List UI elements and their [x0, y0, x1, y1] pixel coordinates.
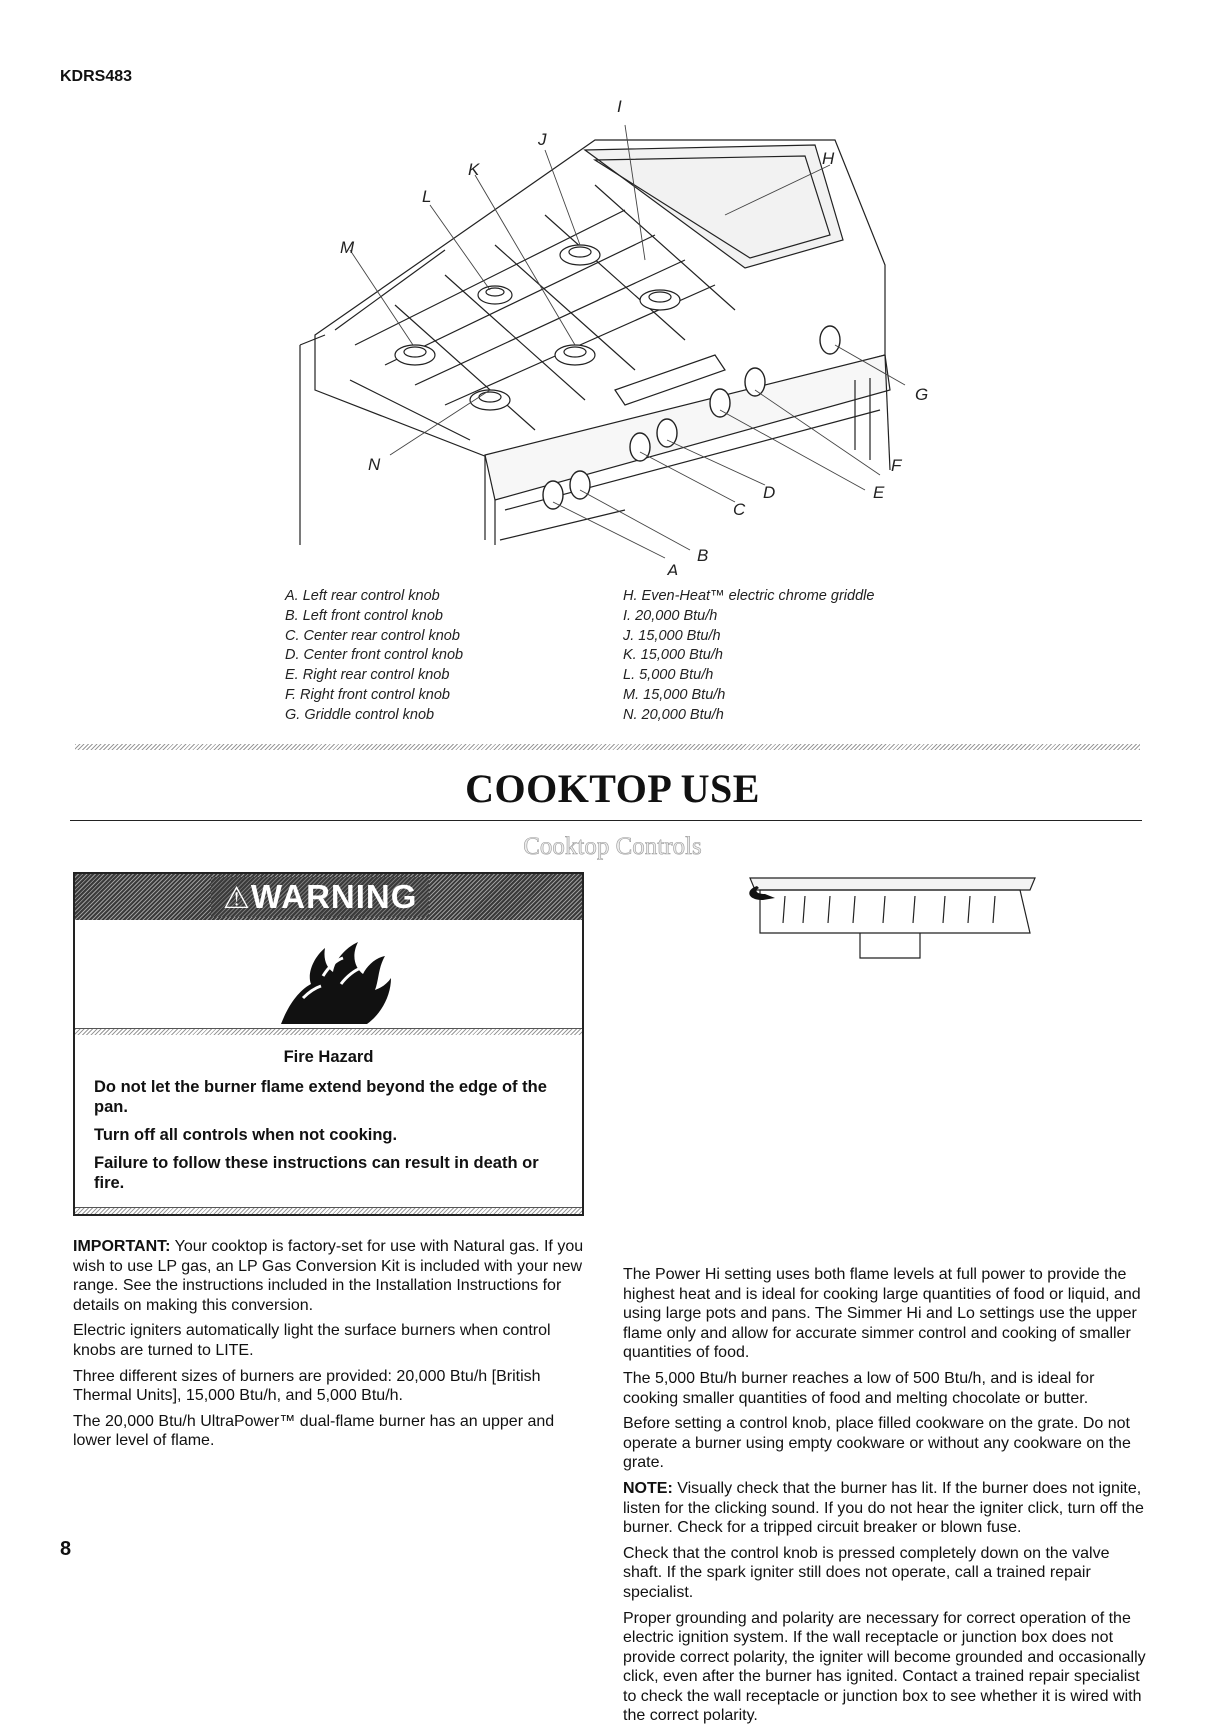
paragraph: Electric igniters automatically light the surface burners when control knobs are turned to LITE. [73, 1322, 551, 1359]
warning-text [94, 1077, 564, 1201]
legend-item: D. Center front control knob [285, 647, 464, 664]
left-column-text [73, 1237, 588, 1457]
section-title: COOKTOP USE [465, 766, 760, 811]
model-number: KDRS483 [60, 68, 133, 85]
legend-item: M. 15,000 Btu/h [623, 686, 726, 703]
callout-d: D [763, 483, 776, 502]
paragraph: The 20,000 Btu/h UltraPower™ dual-flame burner has an upper and lower level of flame. [73, 1412, 555, 1450]
paragraph: Three different sizes of burners are provided: 20,000 Btu/h [British Thermal Units], 15,000 Btu/h, and 5,000 Btu/h. [73, 1367, 541, 1405]
warning-line: Turn off all controls when not cooking. [94, 1126, 398, 1144]
legend-item: J. 15,000 Btu/h [623, 627, 721, 644]
warning-divider [75, 1028, 582, 1035]
callout-a: A [667, 561, 679, 575]
legend-item: F. Right front control knob [285, 686, 450, 703]
legend-item: N. 20,000 Btu/h [623, 706, 724, 723]
warning-line: Failure to follow these instructions can result in death or fire. [94, 1154, 539, 1192]
callout-n: N [368, 455, 381, 474]
section-divider [75, 744, 1140, 750]
callout-f: F [891, 456, 902, 475]
callout-h: H [822, 149, 835, 168]
note-paragraph: NOTE: Visually check that the burner has lit. If the burner does not ignite, listen for the clicking sound. If you do not hear the igniter click, turn off the burner. Check for a tripped circuit breaker or blown fuse. [623, 1479, 1144, 1537]
legend-item: L. 5,000 Btu/h [623, 667, 714, 684]
paragraph: Check that the control knob is pressed completely down on the valve shaft. If the spark igniter still does not operate, call a trained repair specialist. [623, 1544, 1110, 1601]
callout-k: K [468, 160, 480, 179]
burner-illustration [745, 868, 1045, 968]
callout-e: E [873, 483, 885, 502]
legend-item: E. Right rear control knob [285, 667, 450, 684]
warning-label: ⚠WARNING [211, 877, 429, 917]
legend-item: C. Center rear control knob [285, 627, 460, 644]
range-cooktop-illustration [295, 90, 935, 575]
callout-b: B [697, 546, 709, 565]
legend-item: B. Left front control knob [285, 607, 443, 624]
legend-item: K. 15,000 Btu/h [623, 647, 723, 664]
hazard-title: Fire Hazard [283, 1048, 374, 1066]
warning-triangle-icon: ⚠ [223, 882, 251, 915]
warning-header [75, 874, 582, 920]
page-number: 8 [60, 1538, 72, 1560]
warning-line: Do not let the burner flame extend beyond the edge of the pan. [94, 1078, 547, 1116]
legend-left [285, 587, 463, 726]
legend-right [623, 587, 874, 726]
section-subtitle: Cooktop Controls [523, 833, 702, 860]
right-column-text [623, 1265, 1153, 1732]
legend-item: I. 20,000 Btu/h [623, 607, 718, 624]
callout-m: M [340, 238, 355, 257]
fire-icon [263, 936, 403, 1026]
callout-c: C [733, 500, 746, 519]
warning-box [73, 872, 584, 1216]
callout-i: I [617, 97, 622, 116]
paragraph: Before setting a control knob, place filled cookware on the grate. Do not operate a burner using empty cookware or without any cookware on the grate. [623, 1415, 1131, 1472]
legend-item: H. Even-Heat™ electric chrome griddle [623, 588, 875, 604]
title-rule [70, 820, 1142, 821]
callout-g: G [915, 385, 929, 404]
paragraph: Proper grounding and polarity are necessary for correct operation of the electric ignition system. If the wall receptacle or junction box does not provide correct polarity, the igniter will become grounded and occasionally click, even after the burner has ignited. Contact a trained repair specialist to check the wall receptacle or junction box to see whether it is wired with the correct polarity. [623, 1609, 1146, 1725]
warning-footer-band [75, 1207, 582, 1214]
legend-item: A. Left rear control knob [285, 588, 440, 604]
legend-item: G. Griddle control knob [285, 706, 435, 723]
callout-l: L [422, 187, 432, 206]
paragraph: The Power Hi setting uses both flame levels at full power to provide the highest heat and is ideal for cooking large quantities of food or liquid, and using large pots and pans. The Simmer Hi and Lo settings use the upper flame only and allow for accurate simmer control and cooking of smaller quantities of food. [623, 1266, 1141, 1362]
callout-j: J [538, 130, 547, 149]
paragraph: The 5,000 Btu/h burner reaches a low of 500 Btu/h, and is ideal for cooking smaller quantities of food and melting chocolate or butter. [623, 1369, 1095, 1407]
important-paragraph: IMPORTANT: Your cooktop is factory-set for use with Natural gas. If you wish to use LP gas, an LP Gas Conversion Kit is included with your new range. See the instructions included in the Installation Instructions for details on making this conversion. [73, 1238, 584, 1314]
